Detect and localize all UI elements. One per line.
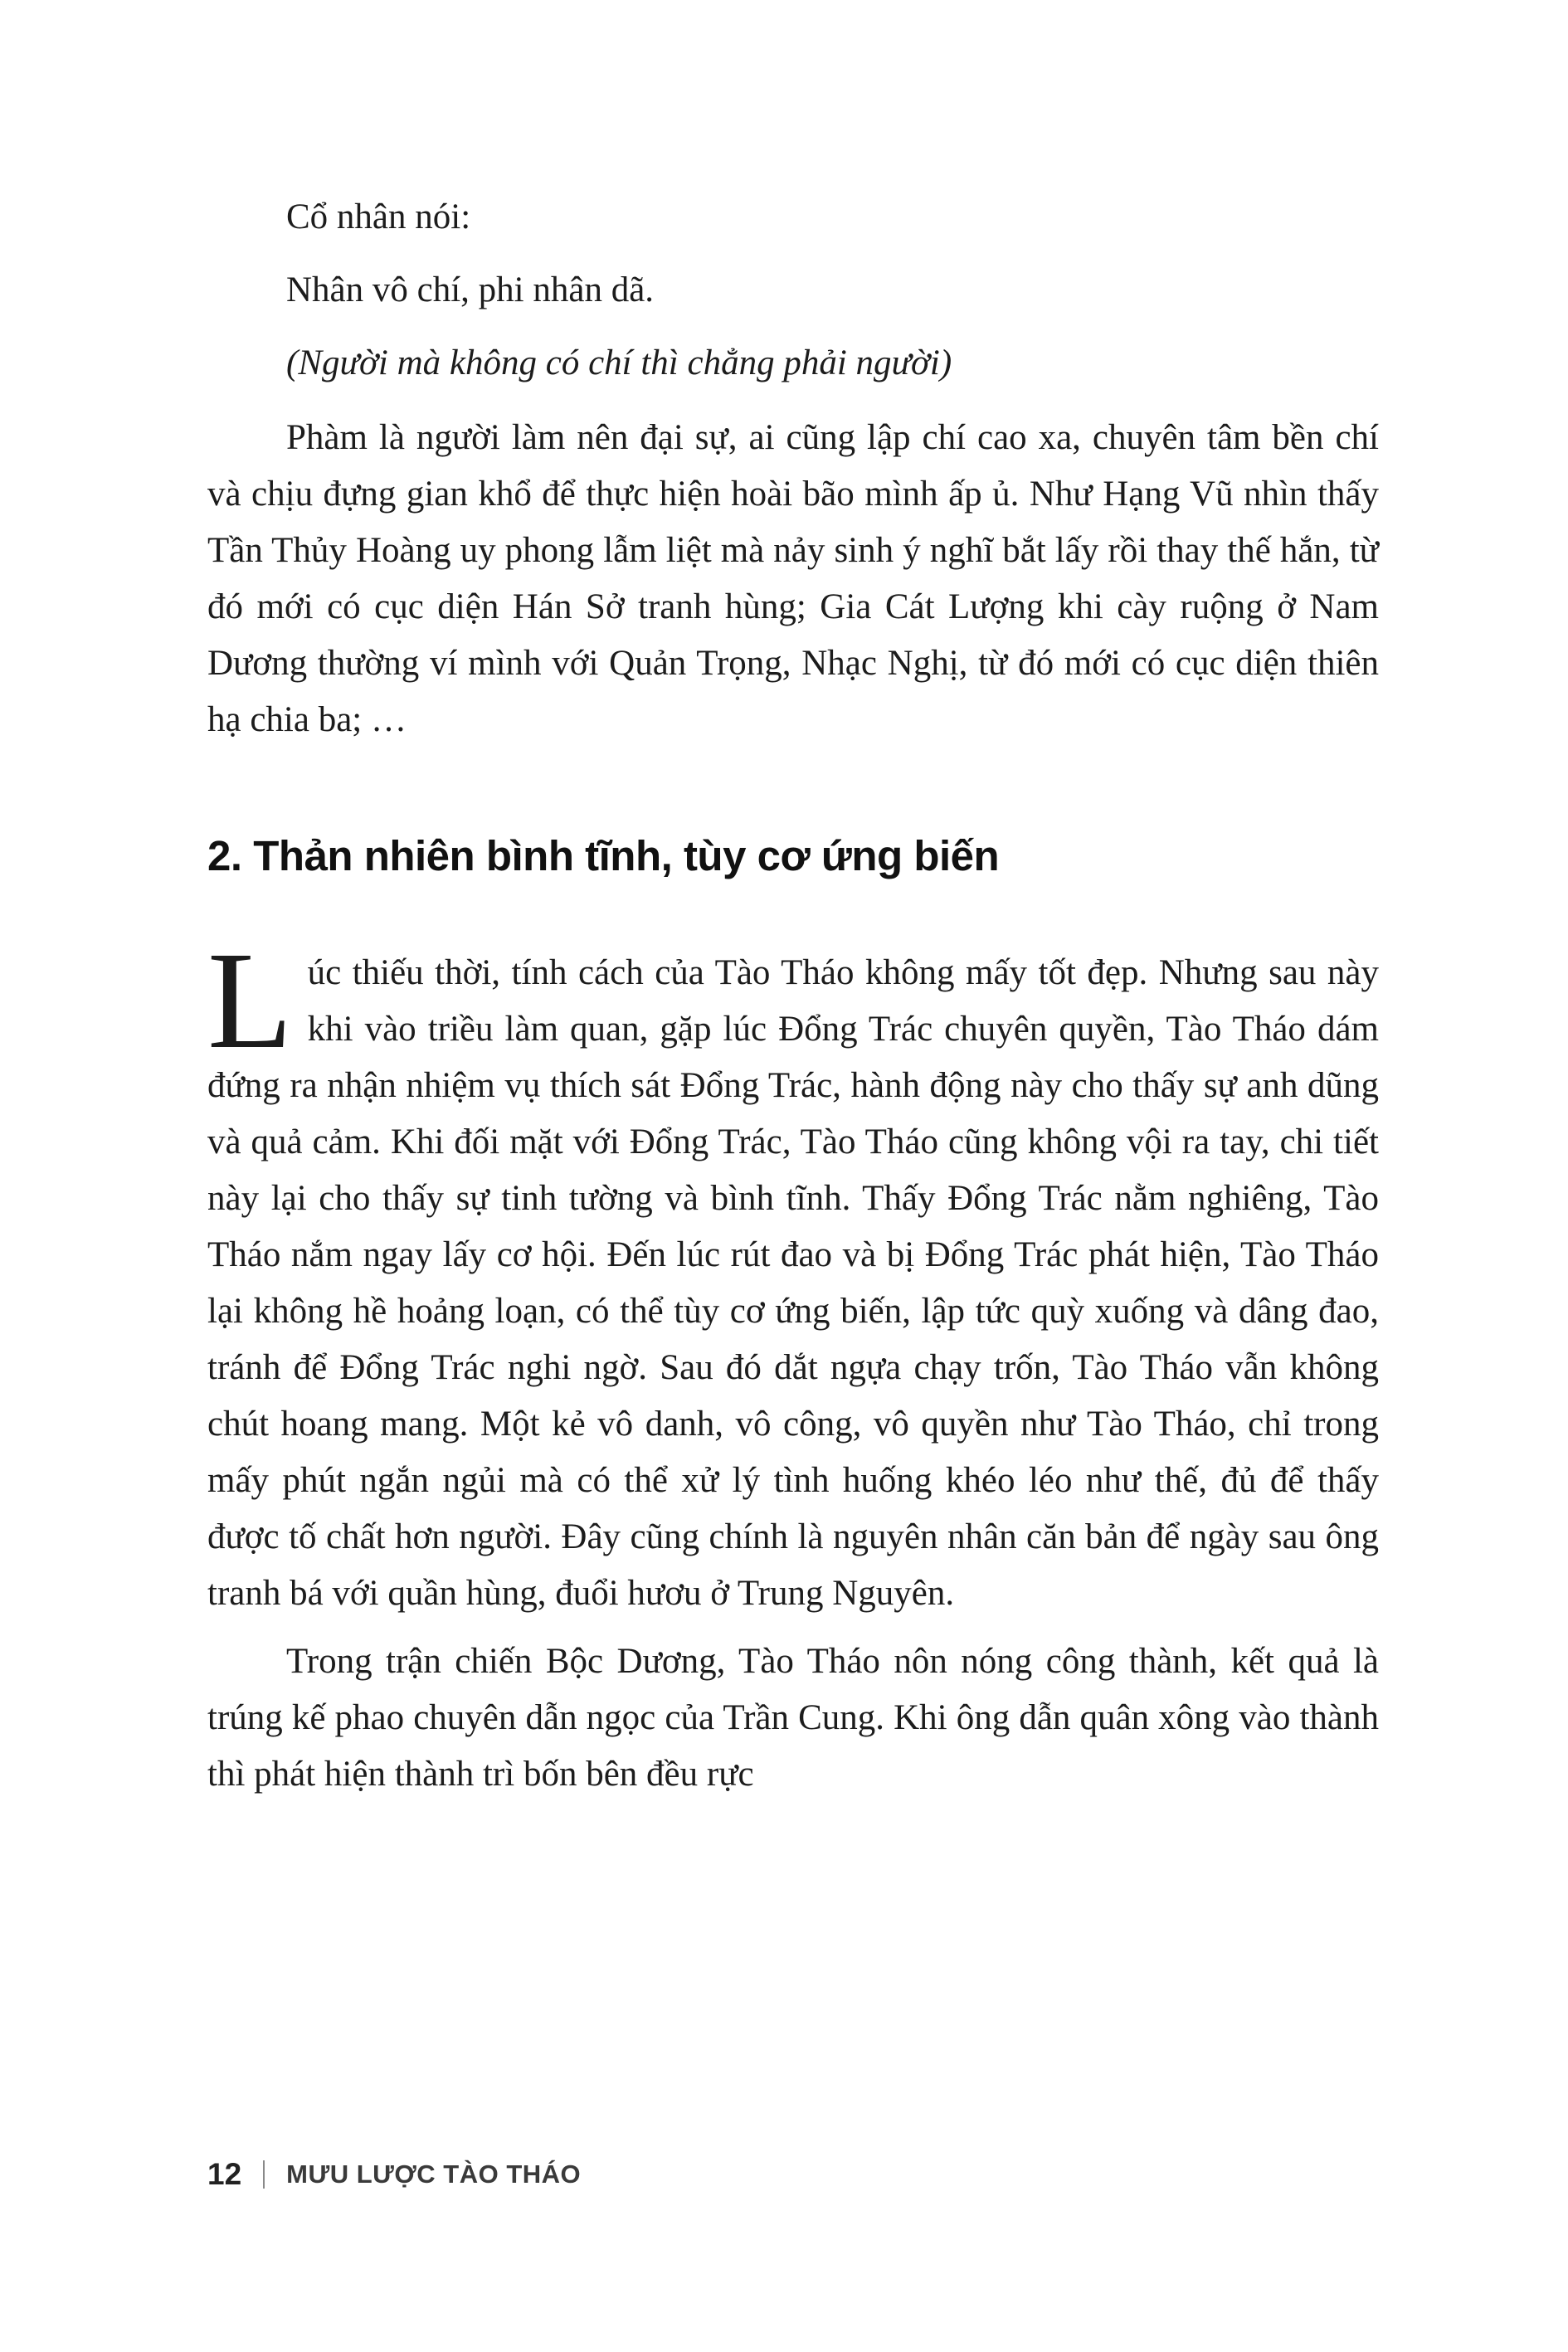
paragraph-2 <box>207 923 1379 1622</box>
section-heading: 2. Thản nhiên bình tĩnh, tùy cơ ứng biến <box>207 832 1000 879</box>
paragraph-3: Trong trận chiến Bộc Dương, Tào Tháo nôn nóng công thành, kết quả là trúng kế phao chuyên dẫn ngọc của Trần Cung. Khi ông dẫn quân xông vào thành thì phát hiện thành trì bốn bên đều rực <box>207 1642 1379 1794</box>
footer-book-title: MƯU LƯỢC TÀO THÁO <box>286 2160 582 2189</box>
paragraph-1: Phàm là người làm nên đại sự, ai cũng lập chí cao xa, chuyên tâm bền chí và chịu đựng gian khổ để thực hiện hoài bão mình ấp ủ. Như Hạng Vũ nhìn thấy Tần Thủy Hoàng uy phong lẫm liệt mà nảy sinh ý nghĩ bắt lấy rồi thay thế hắn, từ đó mới có cục diện Hán Sở tranh hùng; Gia Cát Lượng khi cày ruộng ở Nam Dương thường ví mình với Quản Trọng, Nhạc Nghị, từ đó mới có cục diện thiên hạ chia ba; … <box>207 418 1379 739</box>
page-footer <box>207 2157 581 2192</box>
dropcap-letter: L <box>207 923 293 1078</box>
page-number: 12 <box>207 2157 242 2191</box>
quote-translation: (Người mà không có chí thì chẳng phải người) <box>286 343 952 382</box>
quote-verse: Nhân vô chí, phi nhân dã. <box>286 270 655 309</box>
footer-divider <box>263 2160 265 2189</box>
quote-intro: Cổ nhân nói: <box>286 197 471 236</box>
paragraph-2-text: úc thiếu thời, tính cách của Tào Tháo không mấy tốt đẹp. Nhưng sau này khi vào triều làm quan, gặp lúc Đổng Trác chuyên quyền, Tào Tháo dám đứng ra nhận nhiệm vụ thích sát Đổng Trác, hành động này cho thấy sự anh dũng và quả cảm. Khi đối mặt với Đổng Trác, Tào Tháo cũng không vội ra tay, chi tiết này lại cho thấy sự tinh tường và bình tĩnh. Thấy Đổng Trác nằm nghiêng, Tào Tháo nắm ngay lấy cơ hội. Đến lúc rút đao và bị Đổng Trác phát hiện, Tào Tháo lại không hề hoảng loạn, có thể tùy cơ ứng biến, lập tức quỳ xuống và dâng đao, tránh để Đổng Trác nghi ngờ. Sau đó dắt ngựa chạy trốn, Tào Tháo vẫn không chút hoang mang. Một kẻ vô danh, vô công, vô quyền như Tào Tháo, chỉ trong mấy phút ngắn ngủi mà có thể xử lý tình huống khéo léo như thế, đủ để thấy được tố chất hơn người. Đây cũng chính là nguyên nhân căn bản để ngày sau ông tranh bá với quần hùng, đuổi hươu ở Trung Nguyên. <box>207 953 1379 1613</box>
quote-block <box>207 181 1379 400</box>
